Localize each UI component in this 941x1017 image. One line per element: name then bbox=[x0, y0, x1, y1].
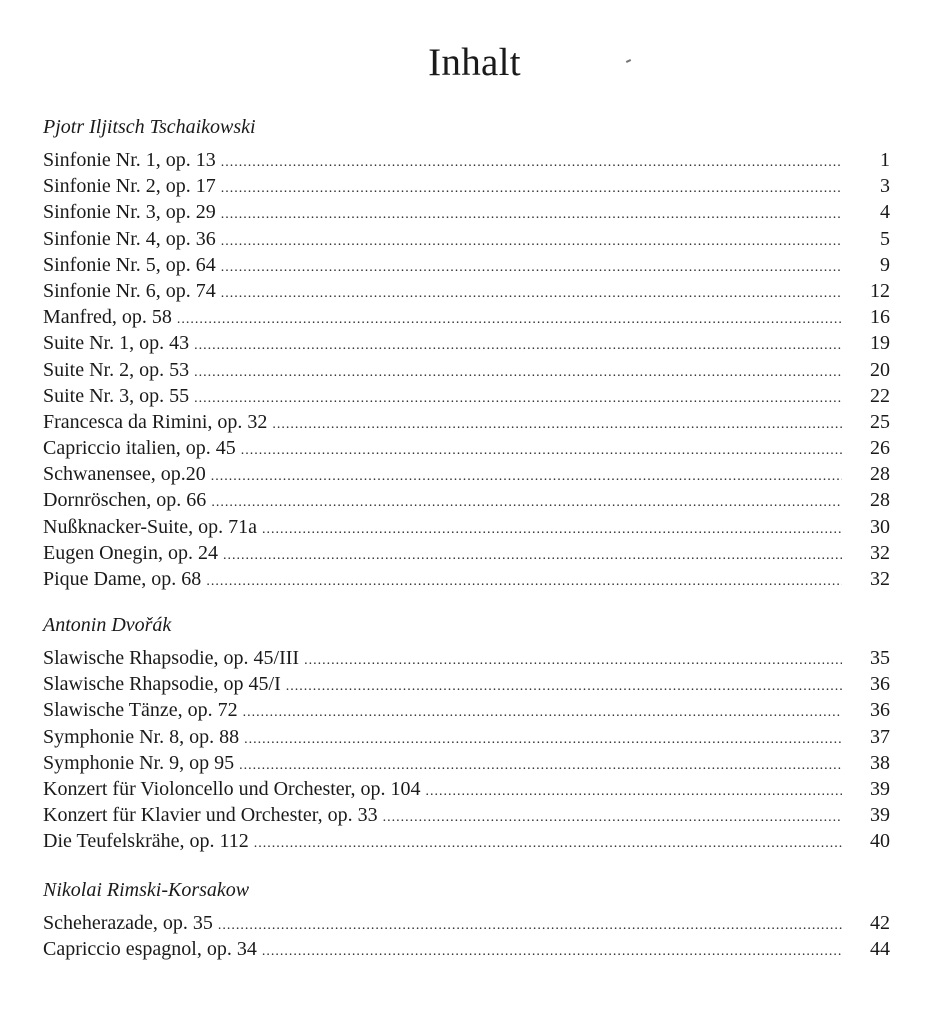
work-title: Manfred, op. 58 bbox=[43, 306, 172, 329]
toc-entry bbox=[43, 304, 890, 330]
toc-entry bbox=[43, 645, 890, 671]
dot-leader bbox=[221, 176, 842, 202]
dot-leader bbox=[262, 517, 842, 543]
dot-leader bbox=[206, 569, 842, 595]
page-number: 28 bbox=[870, 463, 890, 486]
work-title: Sinfonie Nr. 5, op. 64 bbox=[43, 253, 216, 276]
toc-entry bbox=[43, 910, 890, 936]
page-number: 30 bbox=[870, 515, 890, 538]
dot-leader bbox=[194, 386, 842, 412]
dot-leader bbox=[243, 700, 842, 726]
page-number: 20 bbox=[870, 358, 890, 381]
dot-leader bbox=[272, 412, 842, 438]
toc-entry bbox=[43, 461, 890, 487]
dot-leader bbox=[244, 727, 842, 753]
dot-leader bbox=[304, 648, 842, 674]
page-number: 32 bbox=[870, 568, 890, 590]
work-title: Symphonie Nr. 8, op. 88 bbox=[43, 725, 240, 748]
toc-entry bbox=[43, 173, 890, 199]
dot-leader bbox=[221, 281, 842, 307]
work-title: Francesca da Rimini, op. 32 bbox=[43, 410, 268, 433]
work-title: Symphonie Nr. 9, op 95 bbox=[43, 751, 235, 774]
page-number: 5 bbox=[880, 227, 890, 250]
work-title: Capriccio espagnol, op. 34 bbox=[43, 938, 257, 961]
dot-leader bbox=[218, 913, 842, 939]
dot-leader bbox=[194, 333, 842, 359]
dot-leader bbox=[221, 150, 842, 176]
composer-heading: Antonin Dvořák bbox=[43, 614, 172, 636]
work-title: Konzert für Violoncello und Orchester, op. 104 bbox=[43, 777, 421, 800]
page-number: 37 bbox=[870, 725, 890, 748]
toc-entry bbox=[43, 226, 890, 252]
toc-entry bbox=[43, 383, 890, 409]
composer-heading: Pjotr Iljitsch Tschaikowski bbox=[43, 116, 256, 138]
work-title: Sinfonie Nr. 3, op. 29 bbox=[43, 201, 216, 224]
page-number: 3 bbox=[880, 175, 890, 198]
work-title: Scheherazade, op. 35 bbox=[43, 912, 213, 934]
page-number: 35 bbox=[870, 647, 890, 669]
work-title: Suite Nr. 3, op. 55 bbox=[43, 384, 190, 407]
toc-entry bbox=[43, 487, 890, 513]
page-number: 9 bbox=[880, 253, 890, 276]
toc-entry bbox=[43, 697, 890, 723]
composer-section-rimski-korsakow bbox=[43, 877, 890, 962]
toc-entry bbox=[43, 514, 890, 540]
toc-entry bbox=[43, 357, 890, 383]
toc-entry bbox=[43, 330, 890, 356]
dot-leader bbox=[241, 438, 842, 464]
work-title: Suite Nr. 1, op. 43 bbox=[43, 332, 190, 355]
dot-leader bbox=[177, 307, 842, 333]
page-title: Inhalt bbox=[428, 41, 521, 84]
dot-leader bbox=[223, 543, 842, 569]
page-number: 1 bbox=[880, 149, 890, 171]
page-number: 39 bbox=[870, 804, 890, 827]
work-title: Slawische Rhapsodie, op 45/I bbox=[43, 673, 281, 696]
dot-leader bbox=[254, 831, 842, 857]
work-title: Sinfonie Nr. 4, op. 36 bbox=[43, 227, 216, 250]
composer-heading: Nikolai Rimski-Korsakow bbox=[43, 879, 250, 901]
dot-leader bbox=[286, 674, 842, 700]
dot-leader bbox=[383, 805, 842, 831]
page-number: 36 bbox=[870, 673, 890, 696]
toc-entry bbox=[43, 724, 890, 750]
page-number: 4 bbox=[880, 201, 890, 224]
page-number: 42 bbox=[870, 912, 890, 934]
page-number: 28 bbox=[870, 489, 890, 512]
work-title: Nußknacker-Suite, op. 71a bbox=[43, 515, 257, 538]
work-title: Slawische Tänze, op. 72 bbox=[43, 699, 238, 722]
dot-leader bbox=[211, 490, 842, 516]
work-title: Slawische Rhapsodie, op. 45/III bbox=[43, 647, 300, 669]
work-title: Suite Nr. 2, op. 53 bbox=[43, 358, 190, 381]
work-title: Capriccio italien, op. 45 bbox=[43, 437, 236, 460]
work-title: Sinfonie Nr. 6, op. 74 bbox=[43, 279, 216, 302]
toc-entry bbox=[43, 802, 890, 828]
page-number: 25 bbox=[870, 410, 890, 433]
work-title: Sinfonie Nr. 1, op. 13 bbox=[43, 149, 216, 171]
page-number: 39 bbox=[870, 777, 890, 800]
toc-entry bbox=[43, 252, 890, 278]
work-title: Eugen Onegin, op. 24 bbox=[43, 541, 218, 564]
composer-section-tschaikowski bbox=[43, 114, 890, 592]
dot-leader bbox=[221, 229, 842, 255]
work-title: Pique Dame, op. 68 bbox=[43, 568, 202, 590]
toc-entry bbox=[43, 409, 890, 435]
toc-entry bbox=[43, 936, 890, 962]
work-title: Die Teufelskrähe, op. 112 bbox=[43, 830, 249, 853]
dot-leader bbox=[211, 464, 842, 490]
dot-leader bbox=[221, 255, 842, 281]
toc-entry bbox=[43, 566, 890, 592]
page-number: 16 bbox=[870, 306, 890, 329]
toc-entry bbox=[43, 147, 890, 173]
work-title: Sinfonie Nr. 2, op. 17 bbox=[43, 175, 216, 198]
page-number: 12 bbox=[870, 279, 890, 302]
page-number: 22 bbox=[870, 384, 890, 407]
page-number: 32 bbox=[870, 541, 890, 564]
toc-entry bbox=[43, 671, 890, 697]
page-number: 44 bbox=[870, 938, 890, 961]
dot-leader bbox=[262, 939, 842, 965]
page-number: 38 bbox=[870, 751, 890, 774]
toc-entry bbox=[43, 199, 890, 225]
toc-entry bbox=[43, 828, 890, 854]
page-number: 26 bbox=[870, 437, 890, 460]
dot-leader bbox=[221, 202, 842, 228]
page-number: 40 bbox=[870, 830, 890, 853]
page-number: 36 bbox=[870, 699, 890, 722]
composer-section-dvorak bbox=[43, 612, 890, 855]
toc-entry bbox=[43, 435, 890, 461]
work-title: Dornröschen, op. 66 bbox=[43, 489, 207, 512]
page-number: 19 bbox=[870, 332, 890, 355]
toc-entry bbox=[43, 278, 890, 304]
toc-entry bbox=[43, 540, 890, 566]
dot-leader bbox=[194, 360, 842, 386]
dot-leader bbox=[426, 779, 842, 805]
work-title: Schwanensee, op.20 bbox=[43, 463, 206, 486]
toc-entry bbox=[43, 776, 890, 802]
toc-entry bbox=[43, 750, 890, 776]
work-title: Konzert für Klavier und Orchester, op. 33 bbox=[43, 804, 378, 827]
